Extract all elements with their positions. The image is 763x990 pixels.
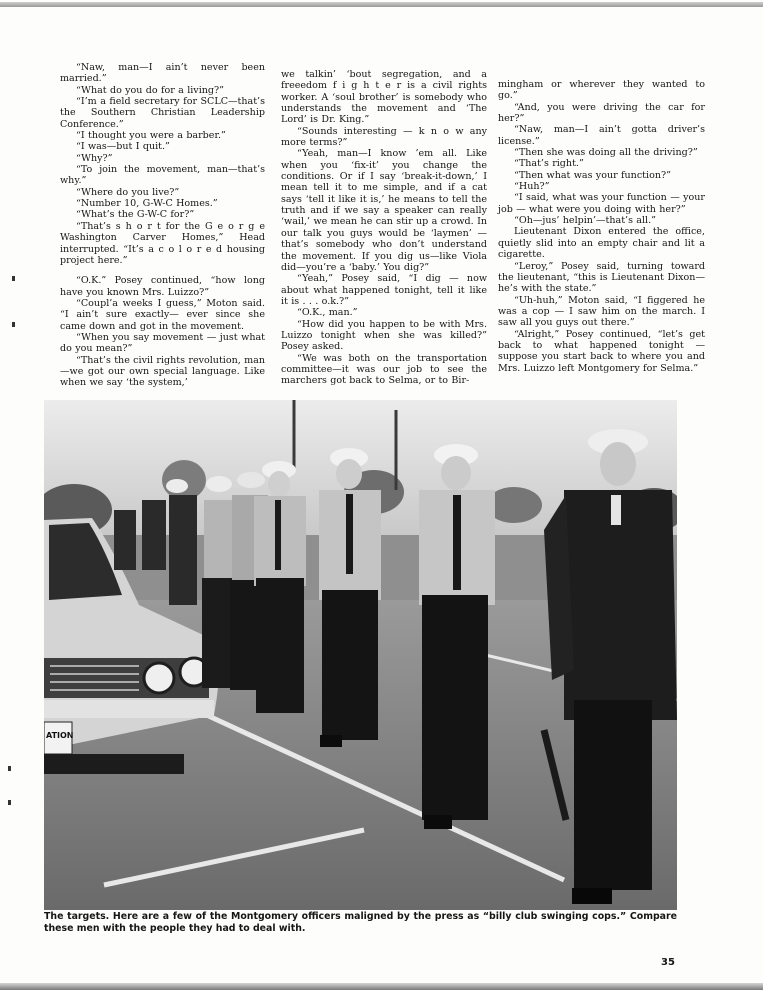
paragraph: “Uh-huh,” Moton said, “I figgered he was a cop — I saw him on the march. I saw all you guys out there.”	[498, 294, 705, 329]
paragraph: mingham or wherever they wanted to go.”	[498, 79, 705, 102]
paragraph: Lieutenant Dixon entered the office, quietly slid into an empty chair and lit a cigarette.	[498, 226, 705, 261]
paragraph: “That’s the civil rights revolution, man—we got our own special language. Like when we say ‘the system,’	[60, 354, 265, 389]
paragraph: “I said, what was your function — your job — what were you doing with her?”	[498, 192, 705, 215]
paragraph: “I’m a field secretary for SCLC—that’s the Southern Christian Leadership Conference.”	[60, 96, 265, 130]
paragraph: “Yeah,” Posey said, “I dig — now about what happened tonight, tell it like it is . . . o.k.?”	[281, 273, 487, 307]
paragraph: “Why?”	[76, 152, 113, 164]
bottom-scan-edge	[0, 983, 763, 990]
photo-police-officers-marching	[44, 400, 677, 910]
article-column-2	[281, 69, 487, 387]
paragraph: “Huh?”	[514, 181, 550, 193]
paragraph: “Naw, man—I ain’t gotta driver’s license.”	[498, 124, 705, 147]
paragraph: “And, you were driving the car for her?”	[498, 101, 705, 125]
margin-mark	[12, 276, 15, 281]
license-plate-text: ATION	[46, 731, 74, 740]
paragraph: “Number 10, G-W-C Homes.”	[76, 198, 218, 210]
paragraph: “Where do you live?”	[76, 186, 180, 198]
paragraph: “Alright,” Posey continued, “let’s get back to what happened tonight — suppose you start back to where you and Mrs. Luizzo left Montgomery for Selma.”	[498, 328, 705, 374]
paragraph: “What do you do for a living?”	[76, 84, 225, 96]
officer-3	[254, 461, 306, 713]
paragraph: “How did you happen to be with Mrs. Luizzo tonight when she was killed?” Posey asked.	[281, 318, 487, 353]
page-number: 35	[661, 957, 675, 968]
paragraph: “Coupl’a weeks I guess,” Moton said. “I ain’t sure exactly— ever since she came down and got in the movement.	[60, 297, 265, 332]
paragraph: “We was both on the transportation committee—it was our job to see the marchers got back to Selma, or to Bir-	[281, 352, 487, 387]
paragraph: “Yeah, man—I know ’em all. Like when you ‘fix-it’ you change the conditions. Or if I say ‘break-it-down,’ I mean tell it to me simple, and if a cat says ‘tell it like it is,’ he means to tell the truth and if we say a speaker can really ‘wail,’ we mean he can stir up a crowd. In our talk you guys would be ‘laymen’ — that’s somebody who don’t understand the movement. If you dig us—like Viola did—you’re a ‘baby.’ You dig?”	[281, 148, 487, 273]
paragraph: we talkin’ ‘bout segregation, and a freeedom f i g h t e r is a civil rights worker. A ‘soul brother’ is somebody who understands the movement and ‘The Lord’ is Dr. King.”	[281, 69, 487, 126]
paragraph: “I was—but I quit.”	[76, 141, 170, 153]
article-column-3	[498, 79, 705, 374]
officer-2	[319, 448, 381, 747]
paragraph: “O.K., man.”	[297, 307, 358, 319]
paragraph: “Sounds interesting — k n o w any more terms?”	[281, 125, 487, 149]
top-scan-edge	[0, 2, 763, 7]
paragraph: “Naw, man—I ain’t never been married.”	[60, 62, 265, 85]
margin-mark	[8, 766, 11, 771]
paragraph: “What’s the G-W-C for?”	[76, 209, 195, 221]
paragraph: “That’s right.”	[514, 158, 584, 170]
paragraph: “When you say movement — just what do you mean?”	[60, 331, 265, 355]
paragraph: “Then what was your function?”	[514, 169, 671, 181]
paragraph: “That’s s h o r t for the G e o r g e Washington Carver Homes,” Head interrupted. “It’s a c o l o r e d housing project here.”	[60, 220, 265, 266]
paragraph: “Leroy,” Posey said, turning toward the lieutenant, “this is Lieutenant Dixon—he’s with the state.”	[498, 260, 705, 295]
paragraph: “To join the movement, man—that’s why.”	[60, 164, 265, 187]
paragraph: “Oh—jus’ helpin’—that’s all.”	[514, 215, 657, 227]
article-column-1	[60, 62, 265, 389]
margin-mark	[12, 322, 15, 327]
officer-1	[419, 444, 495, 829]
paragraph: “Then she was doing all the driving?”	[514, 147, 698, 159]
paragraph: “I thought you were a barber.”	[76, 130, 226, 142]
photo-caption: The targets. Here are a few of the Montgomery officers maligned by the press as “billy club swinging cops.” Compare these men with the people they had to deal with.	[44, 911, 677, 934]
paragraph: “O.K.” Posey continued, “how long have you known Mrs. Luizzo?”	[60, 275, 265, 298]
margin-mark	[8, 800, 11, 805]
